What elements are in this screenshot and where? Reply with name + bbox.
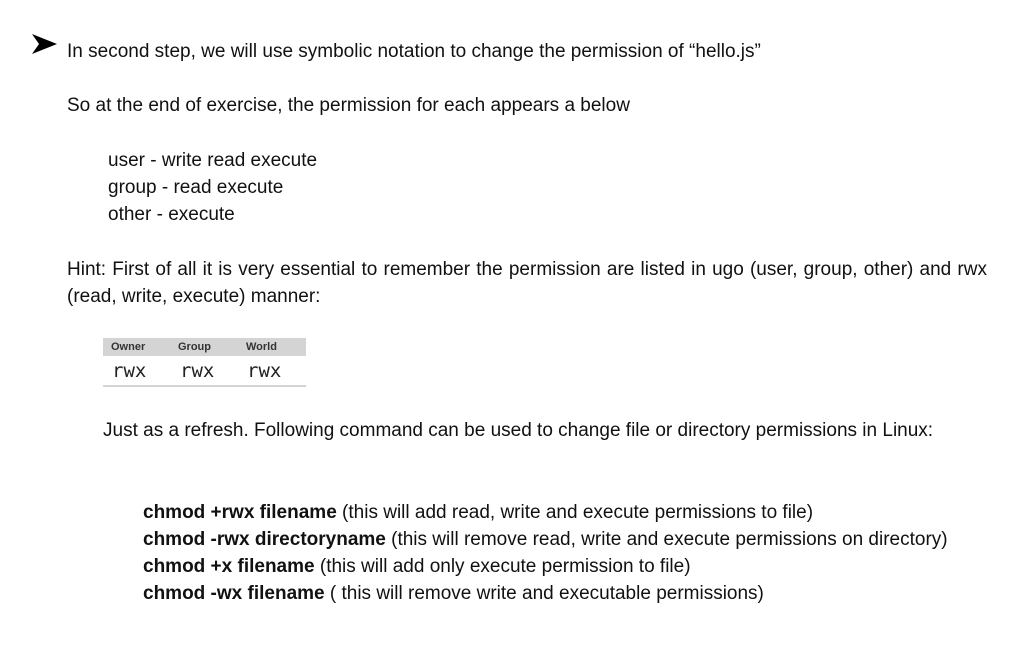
header-group: Group bbox=[178, 341, 211, 353]
command-description: (this will remove read, write and execute permissions on directory) bbox=[385, 529, 948, 550]
command-item bbox=[143, 526, 987, 553]
refresh-paragraph: Just as a refresh. Following command can be used to change file or directory permissions in Linux: bbox=[103, 420, 934, 441]
value-owner: rwx bbox=[112, 360, 147, 382]
permission-figure bbox=[103, 338, 306, 388]
command-code: chmod -wx filename bbox=[143, 583, 325, 604]
header-owner: Owner bbox=[111, 341, 146, 353]
command-description: (this will add read, write and execute permissions to file) bbox=[336, 502, 814, 523]
intro-paragraph: In second step, we will use symbolic notation to change the permission of “hello.js” bbox=[67, 41, 761, 62]
header-world: World bbox=[246, 341, 277, 353]
command-item bbox=[143, 580, 987, 607]
permission-figure-header bbox=[103, 338, 306, 356]
command-code: chmod +rwx filename bbox=[143, 502, 337, 523]
command-description: (this will add only execute permission to file) bbox=[314, 556, 691, 577]
command-code: chmod +x filename bbox=[143, 556, 315, 577]
value-group: rwx bbox=[180, 360, 215, 382]
command-code: chmod -rwx directoryname bbox=[143, 529, 386, 550]
permission-user: user - write read execute bbox=[108, 150, 318, 171]
permission-group: group - read execute bbox=[108, 177, 284, 198]
arrow-bullet-icon bbox=[31, 33, 58, 55]
permission-figure-rule bbox=[103, 385, 306, 387]
command-item bbox=[143, 499, 987, 526]
command-description: ( this will remove write and executable permissions) bbox=[324, 583, 764, 604]
end-of-exercise-paragraph: So at the end of exercise, the permission for each appears a below bbox=[67, 95, 630, 116]
permission-other: other - execute bbox=[108, 204, 235, 225]
permission-list bbox=[108, 147, 317, 228]
hint-paragraph: Hint: First of all it is very essential to remember the permission are listed in ugo (user, group, other) and rwx (read, write, execute) manner: bbox=[67, 259, 987, 307]
command-item bbox=[143, 553, 987, 580]
value-world: rwx bbox=[247, 360, 282, 382]
command-list bbox=[143, 499, 987, 607]
